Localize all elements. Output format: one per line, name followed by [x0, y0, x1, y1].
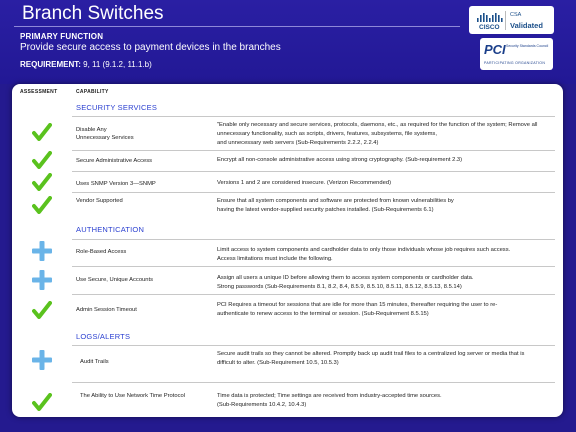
header — [0, 0, 576, 84]
capability-label: Secure Administrative Access — [76, 158, 153, 164]
requirement-description: PCI Requires a timeout for sessions that are idle for more than 15 minutes, thereafter requiring the user to re- authenticate to renew access to the terminal or session. (Sub-Requirement 8.5.15) — [217, 302, 498, 317]
divider — [72, 239, 555, 240]
capability-label: Use Secure, Unique Accounts — [76, 277, 154, 283]
section-security-services: SECURITY SERVICES — [76, 103, 158, 112]
csa-label: CSA — [510, 12, 522, 18]
requirement — [20, 60, 152, 69]
primary-function-label: PRIMARY FUNCTION — [20, 32, 104, 41]
capability-label: Role-Based Access — [76, 249, 127, 255]
requirement-description: "Enable only necessary and secure services, protocols, daemons, etc., as required for the function of the system; Remove all unnecessary functionality, such as scripts, drivers, features, subsystems, file systems, and unnecessary web servers (Sub-Requirements 2.2.2, 2.2.4) — [217, 122, 538, 146]
divider — [72, 294, 555, 295]
requirement-description: Time data is protected; Time settings are received from industry-accepted time sources. (Sub-Requirements 10.4.2, 10.4.3) — [217, 393, 442, 408]
pci-mark: PCI — [484, 42, 506, 57]
checkmark-icon — [32, 196, 52, 219]
divider — [72, 345, 555, 346]
plus-icon — [32, 350, 52, 375]
requirement-description: Encrypt all non-console administrative access using strong cryptography. (Sub-requirement 2.3) — [217, 157, 463, 163]
divider — [72, 150, 555, 151]
section-authentication: AUTHENTICATION — [76, 225, 145, 234]
col-capability-header: CAPABILITY — [76, 89, 109, 95]
capability-label: Disable Any Unnecessary Services — [76, 127, 134, 141]
divider — [72, 116, 555, 117]
capability-label: Audit Trails — [80, 359, 109, 365]
divider — [72, 266, 555, 267]
requirement-value: 9, 11 (9.1.2, 11.1.b) — [83, 60, 152, 69]
capability-label: The Ability to Use Network Time Protocol — [80, 393, 186, 399]
checkmark-icon — [32, 393, 52, 416]
plus-icon — [32, 270, 52, 295]
cisco-bars-icon — [477, 13, 503, 23]
checkmark-icon — [32, 301, 52, 324]
requirement-description: Limit access to system components and cardholder data to only those individuals whose job requires such access. Access limitations must include the following. — [217, 247, 511, 262]
plus-icon — [32, 241, 52, 266]
requirements-panel — [12, 84, 563, 417]
capability-label: Vendor Supported — [76, 198, 123, 204]
pci-logo — [480, 38, 553, 70]
title-rule — [14, 26, 460, 27]
requirement-description: Secure audit trails so they cannot be altered. Promptly back up audit trail files to a centralized log server or media that is difficult to alter. (Sub-Requirement 10.5, 10.5.3) — [217, 351, 525, 366]
section-logs-alerts: LOGS/ALERTS — [76, 332, 131, 341]
pci-org-label: PARTICIPATING ORGANIZATION — [484, 61, 546, 65]
requirement-description: Versions 1 and 2 are considered insecure. (Verizon Recommended) — [217, 180, 392, 186]
divider — [72, 192, 555, 193]
capability-label: Admin Session Timeout — [76, 307, 137, 313]
pci-council-name: Security Standards Council — [506, 44, 549, 48]
divider — [72, 171, 555, 172]
col-assessment-header: ASSESSMENT — [20, 89, 58, 95]
checkmark-icon — [32, 123, 52, 146]
capability-label: Uses SNMP Version 3—SNMP — [76, 181, 156, 187]
cisco-wordmark: CISCO — [479, 24, 500, 31]
checkmark-icon — [32, 151, 52, 174]
logo-divider — [505, 11, 506, 30]
cisco-validated-logo — [469, 6, 554, 34]
requirement-description: Ensure that all system components and software are protected from known vulnerabilities by having the latest vendor-supplied security patches installed. (Sub-Requirements 6.1) — [217, 198, 454, 213]
page-title: Branch Switches — [22, 3, 164, 24]
divider — [72, 382, 555, 383]
requirement-label: REQUIREMENT: — [20, 60, 81, 69]
requirement-description: Assign all users a unique ID before allowing them to access system components or cardholder data. Strong passwords (Sub-Requirements 8.1, 8.2, 8.4, 8.5.9, 8.5.10, 8.5.11, 8.5.12, 8.5.13, 8.5.14) — [217, 275, 474, 290]
primary-function-text: Provide secure access to payment devices in the branches — [20, 42, 281, 53]
checkmark-icon — [32, 173, 52, 196]
validated-label: Validated — [510, 21, 543, 30]
